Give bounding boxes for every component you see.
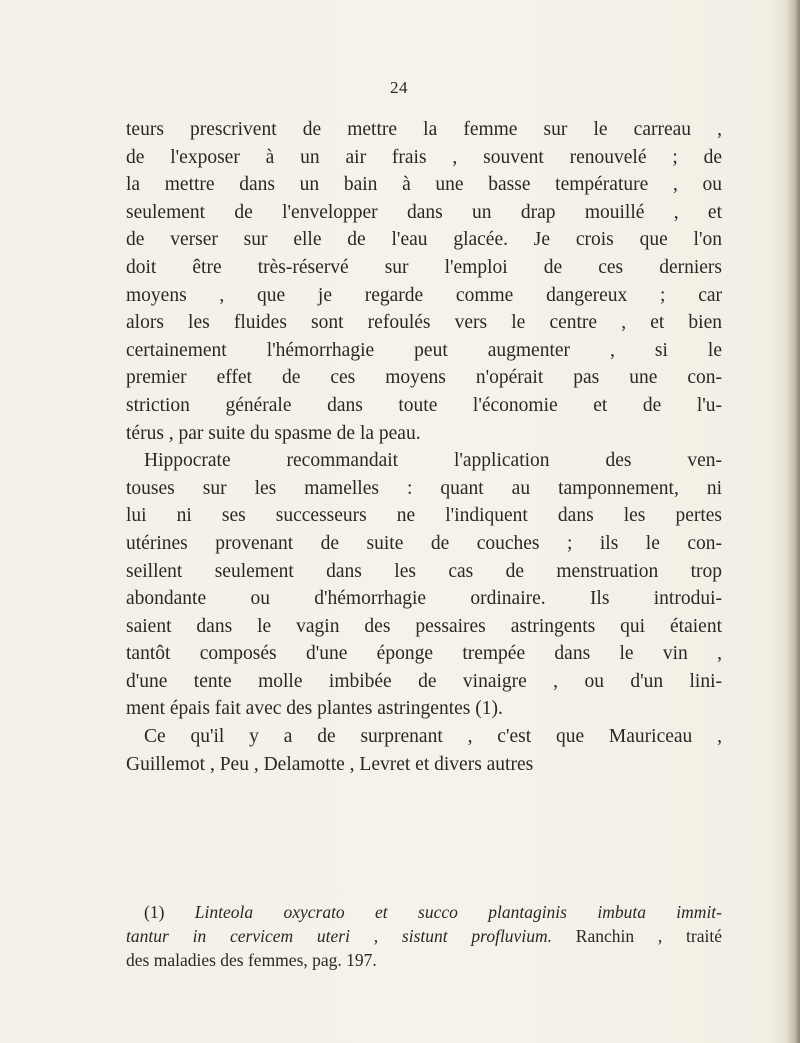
text-line: certainement l'hémorrhagie peut augmenter , si le bbox=[126, 339, 722, 361]
footnote-line: des maladies des femmes, pag. 197. bbox=[126, 950, 377, 970]
text-line: alors les fluides sont refoulés vers le centre , et bien bbox=[126, 312, 722, 334]
text-line: striction générale dans toute l'économie et de l'u- bbox=[126, 394, 722, 416]
text-line: abondante ou d'hémorrhagie ordinaire. Ils introdui- bbox=[126, 588, 722, 610]
footnote-latin-text: Linteola oxycrato et succo plantaginis imbuta immit- bbox=[194, 902, 722, 922]
text-line: térus , par suite du spasme de la peau. bbox=[126, 422, 421, 444]
text-line: Guillemot , Peu , Delamotte , Levret et divers autres bbox=[126, 753, 534, 775]
text-line: d'une tente molle imbibée de vinaigre , ou d'un lini- bbox=[126, 670, 722, 692]
text-line: premier effet de ces moyens n'opérait pas une con- bbox=[126, 367, 722, 389]
body-text bbox=[126, 116, 722, 778]
text-line: touses sur les mamelles : quant au tamponnement, ni bbox=[126, 477, 722, 499]
text-line: la mettre dans un bain à une basse température , ou bbox=[126, 174, 722, 196]
text-line: doit être très-réservé sur l'emploi de ces derniers bbox=[126, 256, 722, 278]
text-line: Hippocrate recommandait l'application des ven- bbox=[144, 450, 722, 472]
text-line: de verser sur elle de l'eau glacée. Je crois que l'on bbox=[126, 229, 722, 251]
footnote-line bbox=[126, 924, 722, 948]
text-line: tantôt composés d'une éponge trempée dans le vin , bbox=[126, 643, 722, 665]
text-line: de l'exposer à un air frais , souvent renouvelé ; de bbox=[126, 146, 722, 168]
footnote-latin-text: tantur in cervicem uteri , sistunt profluvium. bbox=[126, 926, 552, 946]
footnote-line bbox=[126, 900, 722, 924]
text-line: utérines provenant de suite de couches ; ils le con- bbox=[126, 532, 722, 554]
text-line: saient dans le vagin des pessaires astringents qui étaient bbox=[126, 615, 722, 637]
page-edge-shadow bbox=[786, 0, 800, 1043]
text-line: Ce qu'il y a de surprenant , c'est que Mauriceau , bbox=[144, 726, 722, 748]
text-line: teurs prescrivent de mettre la femme sur le carreau , bbox=[126, 119, 722, 140]
text-line: ment épais fait avec des plantes astringentes (1). bbox=[126, 698, 503, 720]
text-line: lui ni ses successeurs ne l'indiquent dans les pertes bbox=[126, 505, 722, 527]
footnote bbox=[126, 900, 722, 972]
footnote-reference: Ranchin , traité bbox=[575, 926, 722, 946]
page-number: 24 bbox=[390, 78, 408, 97]
text-line: seillent seulement dans les cas de menstruation trop bbox=[126, 560, 722, 582]
text-line: moyens , que je regarde comme dangereux ; car bbox=[126, 284, 722, 306]
text-line: seulement de l'envelopper dans un drap mouillé , et bbox=[126, 201, 722, 223]
footnote-marker: (1) bbox=[144, 902, 165, 922]
